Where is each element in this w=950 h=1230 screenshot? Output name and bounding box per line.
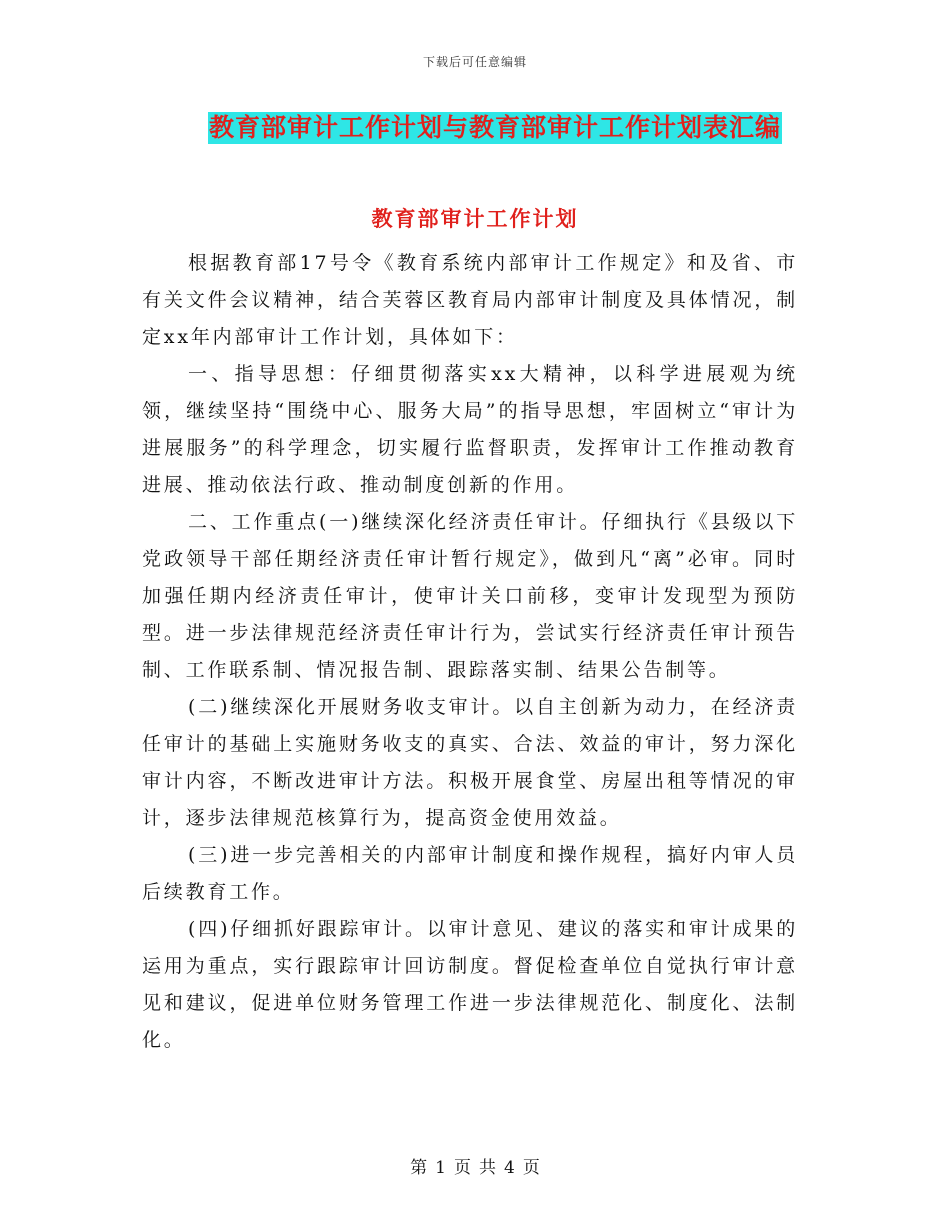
document-main-title: 教育部审计工作计划与教育部审计工作计划表汇编 bbox=[209, 113, 782, 142]
paragraph-intro: 根据教育部17号令《教育系统内部审计工作规定》和及省、市有关文件会议精神，结合芙蓉区教育局内部审计制度及具体情况，制定xx年内部审计工作计划，具体如下： bbox=[142, 252, 798, 348]
page-footer bbox=[0, 1153, 950, 1178]
paragraph-guiding-thought: 一、指导思想：仔细贯彻落实xx大精神，以科学进展观为统领，继续坚持“围绕中心、服务大局”的指导思想，牢固树立“审计为进展服务”的科学理念，切实履行监督职责，发挥审计工作推动教育进展、推动依法行政、推动制度创新的作用。 bbox=[142, 363, 798, 496]
footer-page-number: 1 bbox=[435, 1158, 446, 1178]
footer-total-prefix: 共 bbox=[479, 1158, 496, 1178]
footer-page-unit: 页 bbox=[454, 1158, 471, 1178]
footer-total-pages: 4 bbox=[504, 1158, 515, 1178]
document-body bbox=[142, 245, 798, 1059]
footer-prefix: 第 bbox=[410, 1158, 428, 1178]
section-title: 教育部审计工作计划 bbox=[371, 206, 579, 231]
paragraph-tracking-audit: (四)仔细抓好跟踪审计。以审计意见、建议的落实和审计成果的运用为重点，实行跟踪审计回访制度。督促检查单位自觉执行审计意见和建议，促进单位财务管理工作进一步法律规范化、制度化、法制化。 bbox=[142, 918, 798, 1051]
paragraph-work-focus: 二、工作重点(一)继续深化经济责任审计。仔细执行《县级以下党政领导干部任期经济责任审计暂行规定》，做到凡“离”必审。同时加强任期内经济责任审计，使审计关口前移，变审计发现型为预防型。进一步法律规范经济责任审计行为，尝试实行经济责任审计预告制、工作联系制、情况报告制、跟踪落实制、结果公告制等。 bbox=[142, 511, 798, 681]
header-note: 下载后可任意编辑 bbox=[422, 55, 527, 69]
footer-total-unit: 页 bbox=[522, 1158, 540, 1178]
paragraph-audit-system: (三)进一步完善相关的内部审计制度和操作规程，搞好内审人员后续教育工作。 bbox=[142, 844, 798, 903]
paragraph-financial-audit: (二)继续深化开展财务收支审计。以自主创新为动力，在经济责任审计的基础上实施财务收支的真实、合法、效益的审计，努力深化审计内容，不断改进审计方法。积极开展食堂、房屋出租等情况的审计，逐步法律规范核算行为，提高资金使用效益。 bbox=[142, 696, 798, 829]
